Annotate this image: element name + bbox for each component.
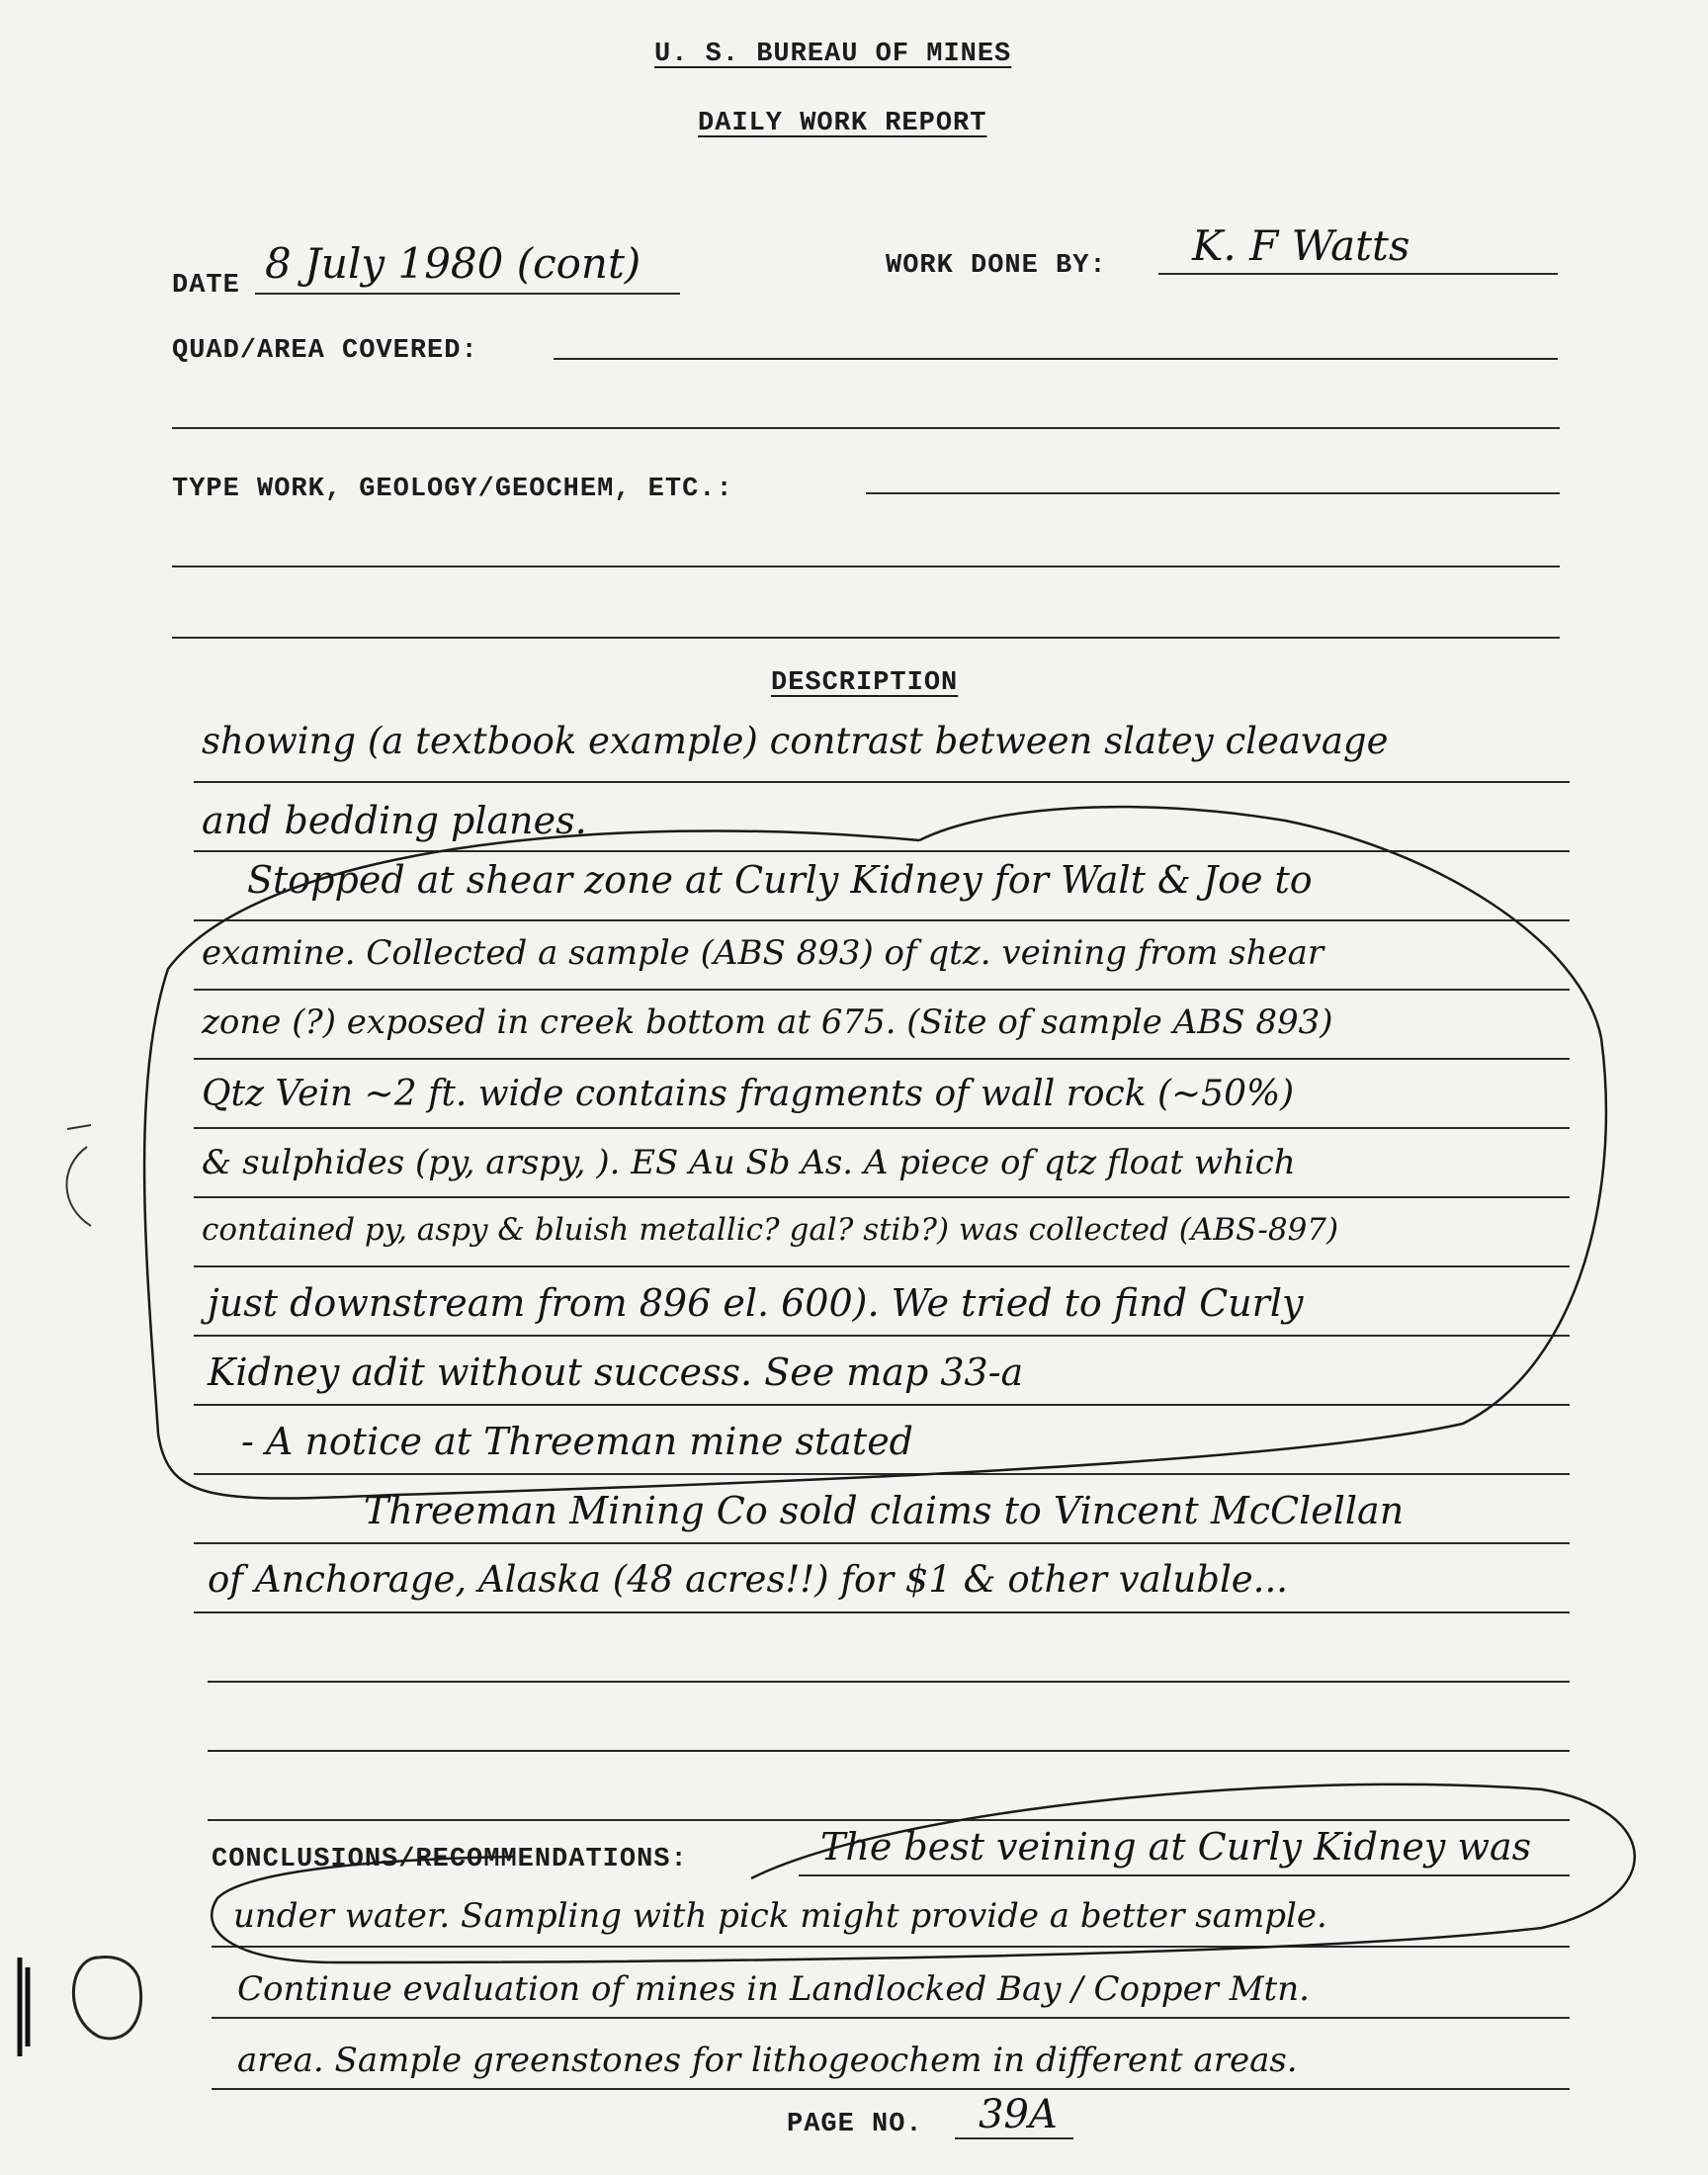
conclusions-line: area. Sample greenstones for lithogeochem in different areas. [237, 2041, 1298, 2080]
description-line: examine. Collected a sample (ABS 893) of qtz. veining from shear [202, 933, 1324, 973]
quad-label: QUAD/AREA COVERED: [172, 336, 478, 366]
description-line: just downstream from 896 el. 600). We tried to find Curly [208, 1281, 1304, 1325]
description-line: Kidney adit without success. See map 33-a [208, 1350, 1024, 1394]
hole-punch-mark [73, 1958, 140, 2039]
conclusions-line: under water. Sampling with pick might provide a better sample. [233, 1896, 1327, 1936]
agency-title: U. S. BUREAU OF MINES [654, 40, 1012, 69]
description-line: zone (?) exposed in creek bottom at 675. (Site of sample ABS 893) [202, 1002, 1333, 1042]
description-line: & sulphides (py, arspy, ). ES Au Sb As. A piece of qtz float which [202, 1143, 1296, 1182]
date-label: DATE [172, 271, 240, 301]
report-title: DAILY WORK REPORT [698, 109, 987, 138]
description-line: and bedding planes. [202, 799, 587, 842]
description-line: Stopped at shear zone at Curly Kidney for Walt & Joe to [247, 858, 1313, 902]
description-circle [144, 807, 1606, 1498]
conclusions-label: CONCLUSIONS/RECOMMENDATIONS: [212, 1845, 688, 1874]
description-line: Qtz Vein ~2 ft. wide contains fragments of wall rock (~50%) [202, 1074, 1295, 1114]
description-line: - A notice at Threeman mine stated [241, 1420, 914, 1463]
description-line: showing (a textbook example) contrast between slatey cleavage [202, 720, 1389, 762]
conclusions-line: The best veining at Curly Kidney was [820, 1825, 1532, 1869]
work-done-by-value: K. F Watts [1192, 221, 1410, 270]
type-work-label: TYPE WORK, GEOLOGY/GEOCHEM, ETC.: [172, 475, 733, 504]
page-number-value: 39A [979, 2092, 1058, 2137]
binder-mark [20, 1958, 28, 2056]
conclusions-line: Continue evaluation of mines in Landlocked Bay / Copper Mtn. [237, 1969, 1310, 2009]
description-line: contained py, aspy & bluish metallic? gal? stib?) was collected (ABS-897) [202, 1212, 1339, 1248]
page-number-label: PAGE NO. [787, 2110, 923, 2139]
conclusions-circle [212, 1784, 1635, 1962]
description-line: Threeman Mining Co sold claims to Vincent McClellan [364, 1489, 1405, 1532]
work-done-by-label: WORK DONE BY: [886, 251, 1107, 281]
description-heading: DESCRIPTION [771, 668, 959, 698]
margin-mark [66, 1125, 91, 1226]
description-line: of Anchorage, Alaska (48 acres!!) for $1 & other valuble... [208, 1558, 1288, 1601]
date-value: 8 July 1980 (cont) [265, 239, 641, 288]
